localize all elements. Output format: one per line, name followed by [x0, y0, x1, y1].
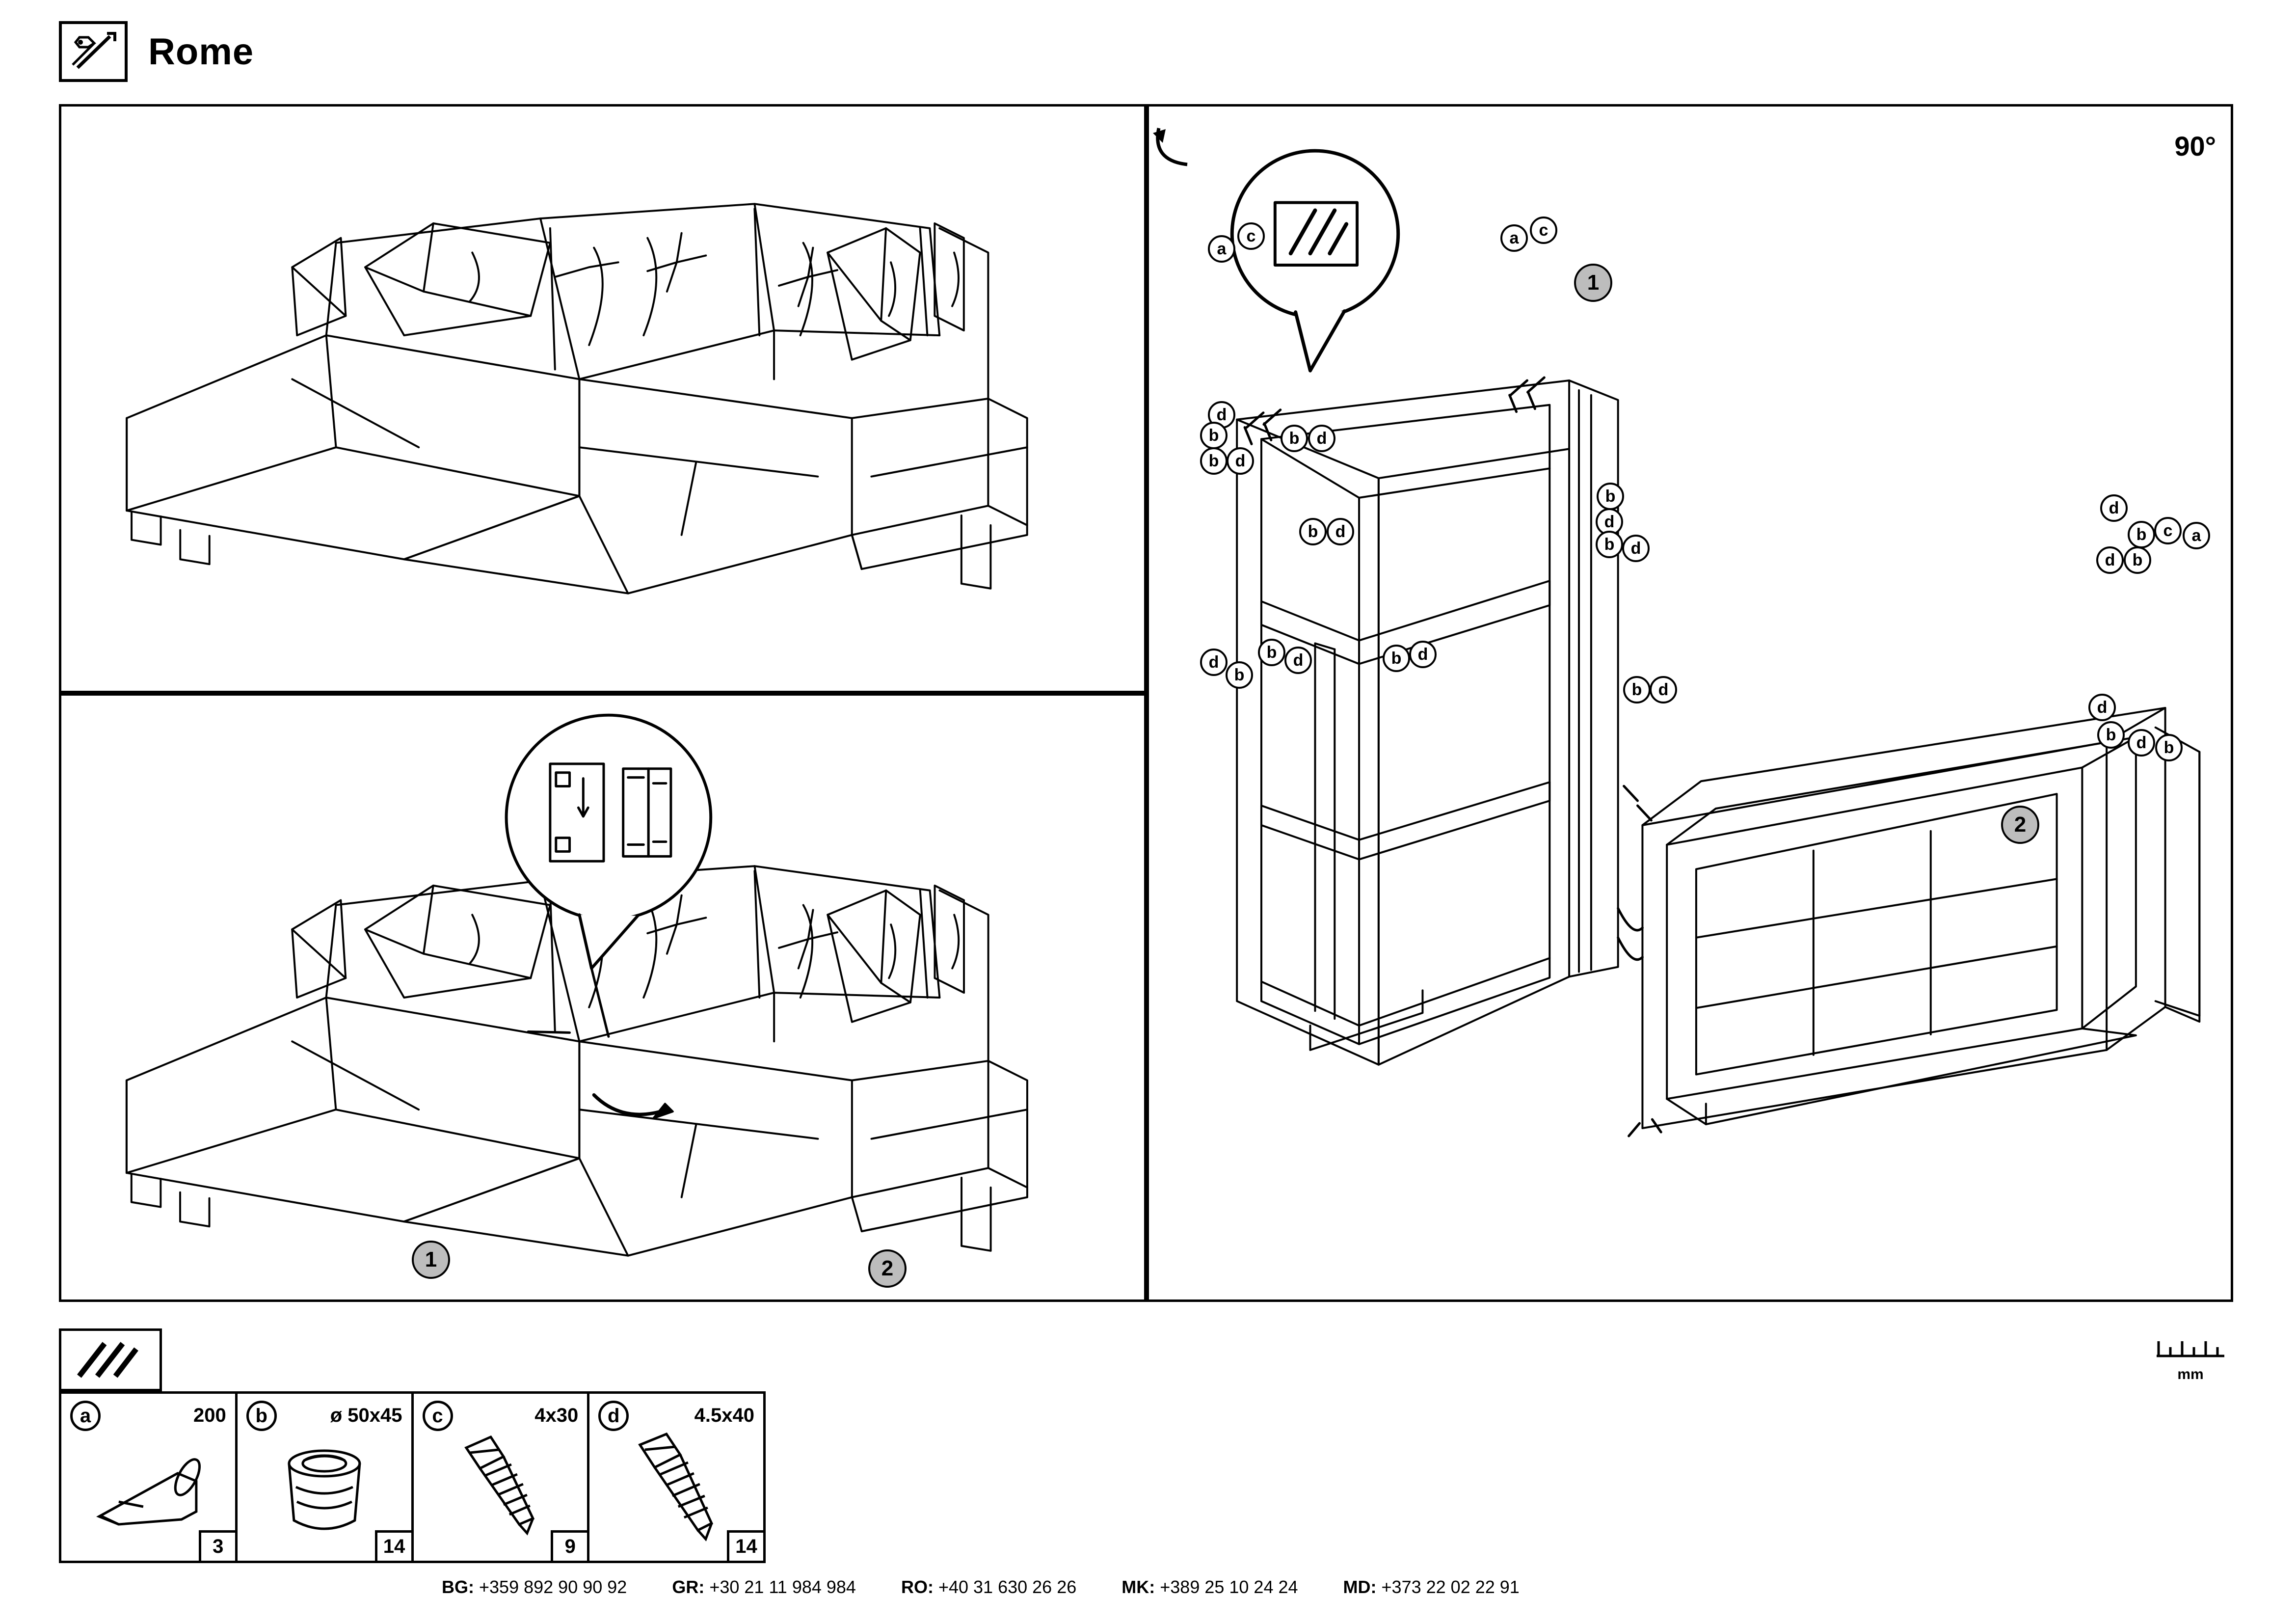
phone-bg — [442, 1577, 627, 1597]
ruler-scale — [2144, 1333, 2237, 1387]
phone-number-bg: +359 892 90 90 92 — [479, 1577, 627, 1597]
callout-d: d — [1227, 447, 1254, 475]
callout-b: b — [1281, 425, 1308, 452]
part-cell-a — [61, 1394, 238, 1561]
callout-d: d — [1308, 425, 1335, 452]
part-size-d: 4.5x40 — [694, 1405, 754, 1426]
part-size-b: ø 50x45 — [330, 1405, 402, 1426]
support-phone-list — [442, 1577, 2160, 1597]
callout-d: d — [1208, 401, 1235, 429]
callout-d: d — [2096, 546, 2124, 574]
callout-d: d — [1622, 535, 1650, 562]
phone-country-gr: GR: — [672, 1577, 705, 1597]
callout-d: d — [1409, 641, 1437, 668]
phone-mk — [1121, 1577, 1298, 1597]
phone-gr — [672, 1577, 856, 1597]
callout-d: d — [2128, 729, 2155, 757]
ruler-icon — [2154, 1333, 2227, 1364]
part-size-c: 4x30 — [534, 1405, 579, 1426]
part-size-a: 200 — [193, 1405, 226, 1426]
phone-country-bg: BG: — [442, 1577, 474, 1597]
step-badge-cabinet-1: 1 — [1574, 264, 1612, 302]
rotate-90-badge: 90° — [2174, 131, 2216, 162]
part-letter-a: a — [70, 1401, 101, 1431]
page-title: Rome — [148, 30, 254, 73]
callout-a: a — [1500, 224, 1528, 252]
part-qty-b: 14 — [375, 1530, 411, 1561]
callout-b: b — [2124, 546, 2151, 574]
parts-hatch-icon — [59, 1328, 162, 1391]
step-badge-cabinet-2: 2 — [2001, 806, 2039, 844]
part-qty-c: 9 — [551, 1530, 587, 1561]
callout-b: d — [1200, 649, 1228, 676]
callout-b: b — [2155, 734, 2183, 761]
phone-md — [1343, 1577, 1520, 1597]
part-cell-b — [238, 1394, 414, 1561]
phone-country-md: MD: — [1343, 1577, 1377, 1597]
tools-icon — [59, 21, 128, 82]
callout-b: b — [1258, 639, 1285, 666]
callout-d: d — [2100, 494, 2128, 522]
part-letter-b: b — [246, 1401, 277, 1431]
callout-b: b — [1200, 422, 1228, 449]
step-badge-1: 1 — [412, 1241, 450, 1279]
header-bar — [59, 20, 2233, 83]
callout-b: d — [1596, 508, 1623, 536]
phone-number-ro: +40 31 630 26 26 — [938, 1577, 1077, 1597]
callout-d: d — [2088, 694, 2116, 721]
callout-d: d — [1284, 647, 1312, 674]
callout-b: b — [1383, 645, 1410, 672]
callout-d: b — [1597, 483, 1624, 510]
parts-legend-table — [59, 1391, 766, 1563]
callout-c: c — [1530, 217, 1557, 244]
part-qty-a: 3 — [199, 1530, 235, 1561]
panel-sofa-connect — [59, 693, 1147, 1302]
part-qty-d: 14 — [727, 1530, 763, 1561]
callout-c: c — [1237, 222, 1265, 250]
part-cell-c — [414, 1394, 590, 1561]
panel-cabinet-assembly — [1147, 104, 2233, 1302]
callout-a: a — [2183, 522, 2210, 549]
callout-d: d — [1650, 676, 1677, 704]
callout-b: b — [1200, 447, 1228, 475]
phone-country-mk: MK: — [1121, 1577, 1155, 1597]
ruler-unit-label: mm — [2177, 1366, 2204, 1382]
phone-number-md: +373 22 02 22 91 — [1381, 1577, 1520, 1597]
rotate-arrow-icon — [1149, 123, 1194, 170]
part-letter-c: c — [423, 1401, 453, 1431]
phone-number-mk: +389 25 10 24 24 — [1160, 1577, 1298, 1597]
callout-b: b — [1623, 676, 1651, 704]
panel-sofa-overview — [59, 104, 1147, 693]
phone-country-ro: RO: — [901, 1577, 934, 1597]
callout-b: b — [2097, 721, 2125, 749]
callout-c: c — [2154, 517, 2182, 544]
callout-d: b — [1226, 661, 1253, 689]
callout-b: b — [2128, 521, 2155, 548]
callout-b: b — [1299, 518, 1327, 545]
callout-a: a — [1208, 235, 1235, 263]
step-badge-2: 2 — [868, 1249, 907, 1288]
callout-b: b — [1596, 531, 1623, 558]
phone-number-gr: +30 21 11 984 984 — [709, 1577, 856, 1597]
part-letter-d: d — [598, 1401, 629, 1431]
phone-ro — [901, 1577, 1076, 1597]
part-cell-d — [589, 1394, 763, 1561]
callout-d: d — [1327, 518, 1354, 545]
